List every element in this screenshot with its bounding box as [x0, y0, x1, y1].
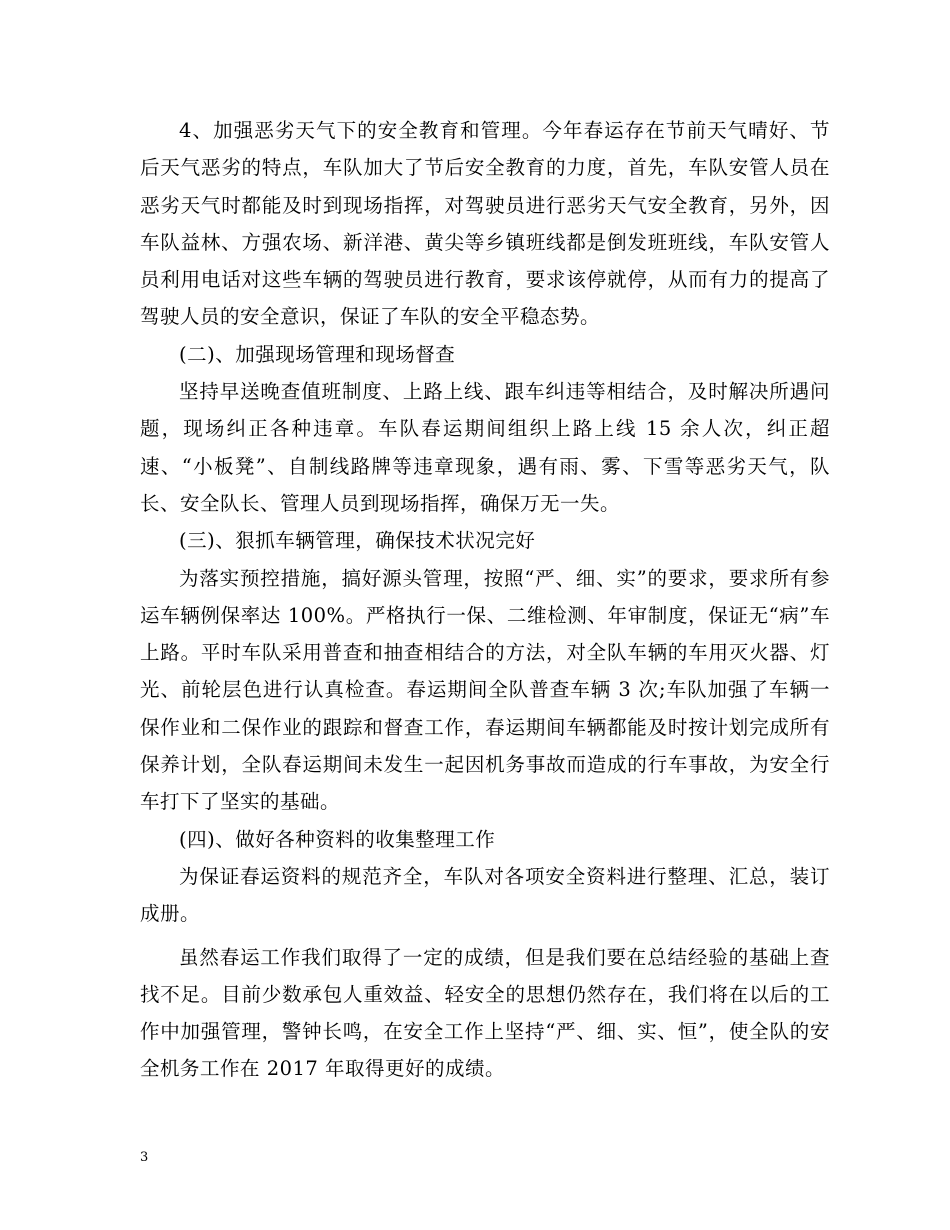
paragraph-weather-safety: 4、加强恶劣天气下的安全教育和管理。今年春运存在节前天气晴好、节后天气恶劣的特点，车队加大了节后安全教育的力度，首先，车队安管人员在恶劣天气时都能及时到现场指挥，对驾驶员进行恶劣天气安全教育，另外，因车队益林、方强农场、新洋港、黄尖等乡镇班线都是倒发班班线，车队安管人员利用电话对这些车辆的驾驶员进行教育，要求该停就停，从而有力的提高了驾驶人员的安全意识，保证了车队的安全平稳态势。	[140, 119, 830, 329]
page-number: 3	[140, 1150, 149, 1165]
paragraph-conclusion: 虽然春运工作我们取得了一定的成绩，但是我们要在总结经验的基础上查找不足。目前少数承包人重效益、轻安全的思想仍然存在，我们将在以后的工作中加强管理，警钟长鸣，在安全工作上坚持“严、细、实、恒”，使全队的安全机务工作在 2017 年取得更好的成绩。	[140, 945, 830, 1081]
paragraph-site-management: 坚持早送晚查值班制度、上路上线、跟车纠违等相结合，及时解决所遇问题，现场纠正各种违章。车队春运期间组织上路上线 15 余人次，纠正超速、“小板凳”、自制线路牌等违章现象，遇有雨、雾、下雪等恶劣天气，队长、安全队长、管理人员到现场指挥，确保万无一失。	[140, 380, 830, 515]
section-heading-vehicle-management: (三)、狠抓车辆管理，确保技术状况完好	[179, 529, 536, 553]
section-heading-site-management: (二)、加强现场管理和现场督查	[179, 342, 456, 366]
paragraph-records: 为保证春运资料的规范齐全，车队对各项安全资料进行整理、汇总，装订成册。	[140, 864, 830, 926]
section-heading-records: (四)、做好各种资料的收集整理工作	[179, 827, 496, 851]
document-body	[140, 112, 830, 1088]
paragraph-vehicle-management: 为落实预控措施，搞好源头管理，按照“严、细、实”的要求，要求所有参运车辆例保率达 100%。严格执行一保、二维检测、年审制度，保证无“病”车上路。平时车队采用普查和抽查相结合的方法，对全队车辆的车用灭火器、灯光、前轮层色进行认真检查。春运期间全队普查车辆 3 次;车队加强了车辆一保作业和二保作业的跟踪和督查工作，春运期间车辆都能及时按计划完成所有保养计划，全队春运期间未发生一起因机务事故而造成的行车事故，为安全行车打下了坚实的基础。	[140, 566, 830, 814]
